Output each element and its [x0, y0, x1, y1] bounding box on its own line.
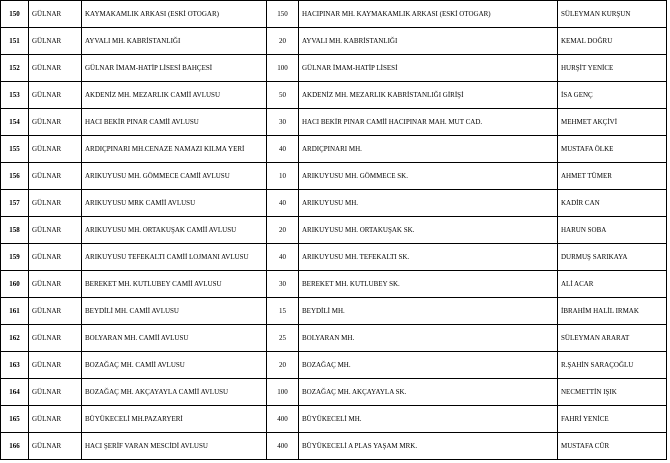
address-cell: HACIPINAR MH. KAYMAKAMLIK ARKASI (ESKİ OTOGAR) — [299, 1, 558, 28]
place-cell: BEREKET MH. KUTLUBEY CAMİİ AVLUSU — [82, 271, 267, 298]
address-cell: BEREKET MH. KUTLUBEY SK. — [299, 271, 558, 298]
responsible-person-cell: ALİ ACAR — [558, 271, 667, 298]
district-cell: GÜLNAR — [29, 163, 82, 190]
responsible-person-cell: KADİR CAN — [558, 190, 667, 217]
responsible-person-cell: AHMET TÜMER — [558, 163, 667, 190]
responsible-person-cell: R.ŞAHİN SARAÇOĞLU — [558, 352, 667, 379]
address-cell: ARDIÇPINARI MH. — [299, 136, 558, 163]
table-row — [1, 136, 667, 163]
address-cell: BOZAĞAÇ MH. AKÇAYAYLA SK. — [299, 379, 558, 406]
place-cell: BÜYÜKECELİ MH.PAZARYERİ — [82, 406, 267, 433]
row-number-cell: 156 — [1, 163, 29, 190]
place-cell: ARIKUYUSU MH. GÖMMECE CAMİİ AVLUSU — [82, 163, 267, 190]
table-row — [1, 82, 667, 109]
capacity-cell: 20 — [267, 217, 299, 244]
responsible-person-cell: MUSTAFA CÜR — [558, 433, 667, 460]
address-cell: ARIKUYUSU MH. — [299, 190, 558, 217]
district-cell: GÜLNAR — [29, 271, 82, 298]
address-cell: BEYDİLİ MH. — [299, 298, 558, 325]
capacity-cell: 10 — [267, 163, 299, 190]
row-number-cell: 158 — [1, 217, 29, 244]
table-row — [1, 379, 667, 406]
place-cell: BOZAĞAÇ MH. CAMİİ AVLUSU — [82, 352, 267, 379]
capacity-cell: 30 — [267, 271, 299, 298]
capacity-cell: 40 — [267, 190, 299, 217]
capacity-cell: 20 — [267, 28, 299, 55]
district-cell: GÜLNAR — [29, 352, 82, 379]
place-cell: GÜLNAR İMAM-HATİP LİSESİ BAHÇESİ — [82, 55, 267, 82]
district-cell: GÜLNAR — [29, 136, 82, 163]
table-row — [1, 325, 667, 352]
place-cell: BOZAĞAÇ MH. AKÇAYAYLA CAMİİ AVLUSU — [82, 379, 267, 406]
address-cell: GÜLNAR İMAM-HATİP LİSESİ — [299, 55, 558, 82]
capacity-cell: 30 — [267, 109, 299, 136]
district-cell: GÜLNAR — [29, 325, 82, 352]
capacity-cell: 20 — [267, 352, 299, 379]
responsible-person-cell: MEHMET AKÇİVİ — [558, 109, 667, 136]
row-number-cell: 154 — [1, 109, 29, 136]
address-cell: AKDENİZ MH. MEZARLIK KABRİSTANLIĞI GİRİŞİ — [299, 82, 558, 109]
row-number-cell: 152 — [1, 55, 29, 82]
table-row — [1, 28, 667, 55]
row-number-cell: 166 — [1, 433, 29, 460]
place-cell: AYVALI MH. KABRİSTANLIĞI — [82, 28, 267, 55]
place-cell: ARIKUYUSU MH. ORTAKUŞAK CAMİİ AVLUSU — [82, 217, 267, 244]
responsible-person-cell: MUSTAFA ÖLKE — [558, 136, 667, 163]
capacity-cell: 25 — [267, 325, 299, 352]
district-cell: GÜLNAR — [29, 82, 82, 109]
district-cell: GÜLNAR — [29, 406, 82, 433]
address-cell: ARIKUYUSU MH. ORTAKUŞAK SK. — [299, 217, 558, 244]
table-row — [1, 244, 667, 271]
district-cell: GÜLNAR — [29, 190, 82, 217]
capacity-cell: 15 — [267, 298, 299, 325]
place-cell: BOLYARAN MH. CAMİİ AVLUSU — [82, 325, 267, 352]
district-cell: GÜLNAR — [29, 1, 82, 28]
capacity-cell: 150 — [267, 1, 299, 28]
row-number-cell: 161 — [1, 298, 29, 325]
address-cell: ARIKUYUSU MH. TEFEKALTI SK. — [299, 244, 558, 271]
responsible-person-cell: DURMUŞ SARIKAYA — [558, 244, 667, 271]
row-number-cell: 162 — [1, 325, 29, 352]
address-cell: BÜYÜKECELİ A PLAS YAŞAM MRK. — [299, 433, 558, 460]
capacity-cell: 100 — [267, 379, 299, 406]
table-body — [1, 1, 667, 460]
capacity-cell: 400 — [267, 433, 299, 460]
responsible-person-cell: HURŞİT YENİCE — [558, 55, 667, 82]
row-number-cell: 150 — [1, 1, 29, 28]
table-row — [1, 1, 667, 28]
address-cell: BOLYARAN MH. — [299, 325, 558, 352]
capacity-cell: 40 — [267, 136, 299, 163]
place-cell: BEYDİLİ MH. CAMİİ AVLUSU — [82, 298, 267, 325]
row-number-cell: 163 — [1, 352, 29, 379]
district-cell: GÜLNAR — [29, 379, 82, 406]
row-number-cell: 160 — [1, 271, 29, 298]
table-row — [1, 406, 667, 433]
address-cell: HACI BEKİR PINAR CAMİİ HACIPINAR MAH. MUT CAD. — [299, 109, 558, 136]
district-cell: GÜLNAR — [29, 433, 82, 460]
row-number-cell: 155 — [1, 136, 29, 163]
responsible-person-cell: FAHRİ YENİCE — [558, 406, 667, 433]
responsible-person-cell: NECMETTİN IŞIK — [558, 379, 667, 406]
district-cell: GÜLNAR — [29, 217, 82, 244]
address-cell: AYVALI MH. KABRİSTANLIĞI — [299, 28, 558, 55]
row-number-cell: 157 — [1, 190, 29, 217]
address-cell: BOZAĞAÇ MH. — [299, 352, 558, 379]
address-cell: BÜYÜKECELİ MH. — [299, 406, 558, 433]
responsible-person-cell: SÜLEYMAN ARARAT — [558, 325, 667, 352]
district-cell: GÜLNAR — [29, 109, 82, 136]
responsible-person-cell: HARUN SOBA — [558, 217, 667, 244]
district-cell: GÜLNAR — [29, 55, 82, 82]
table-row — [1, 190, 667, 217]
table-row — [1, 163, 667, 190]
capacity-cell: 50 — [267, 82, 299, 109]
address-cell: ARIKUYUSU MH. GÖMMECE SK. — [299, 163, 558, 190]
district-cell: GÜLNAR — [29, 298, 82, 325]
capacity-cell: 40 — [267, 244, 299, 271]
responsible-person-cell: İSA GENÇ — [558, 82, 667, 109]
responsible-person-cell: SÜLEYMAN KURŞUN — [558, 1, 667, 28]
row-number-cell: 153 — [1, 82, 29, 109]
row-number-cell: 164 — [1, 379, 29, 406]
row-number-cell: 151 — [1, 28, 29, 55]
district-cell: GÜLNAR — [29, 28, 82, 55]
place-cell: HACI BEKİR PINAR CAMİİ AVLUSU — [82, 109, 267, 136]
place-cell: ARDIÇPINARI MH.CENAZE NAMAZI KILMA YERİ — [82, 136, 267, 163]
table-row — [1, 217, 667, 244]
place-cell: AKDENİZ MH. MEZARLIK CAMİİ AVLUSU — [82, 82, 267, 109]
place-cell: ARIKUYUSU MRK CAMİİ AVLUSU — [82, 190, 267, 217]
table-row — [1, 433, 667, 460]
row-number-cell: 165 — [1, 406, 29, 433]
table-row — [1, 271, 667, 298]
capacity-cell: 400 — [267, 406, 299, 433]
table-row — [1, 352, 667, 379]
place-cell: KAYMAKAMLIK ARKASI (ESKİ OTOGAR) — [82, 1, 267, 28]
table-row — [1, 298, 667, 325]
table-row — [1, 55, 667, 82]
place-cell: HACI ŞERİF VARAN MESCİDİ AVLUSU — [82, 433, 267, 460]
table-row — [1, 109, 667, 136]
row-number-cell: 159 — [1, 244, 29, 271]
place-cell: ARIKUYUSU TEFEKALTI CAMİİ LOJMANI AVLUSU — [82, 244, 267, 271]
district-cell: GÜLNAR — [29, 244, 82, 271]
responsible-person-cell: İBRAHİM HALİL IRMAK — [558, 298, 667, 325]
capacity-cell: 100 — [267, 55, 299, 82]
responsible-person-cell: KEMAL DOĞRU — [558, 28, 667, 55]
